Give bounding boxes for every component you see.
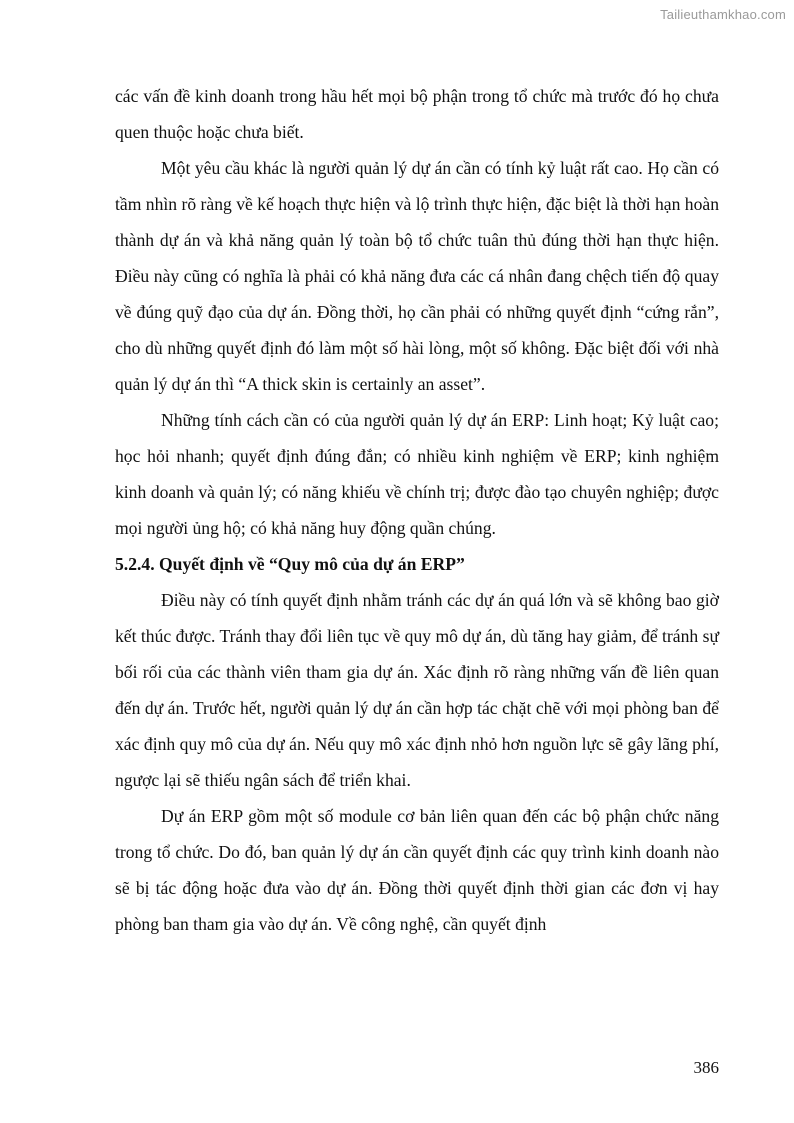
watermark-text: Tailieuthamkhao.com: [660, 7, 786, 22]
page-number: 386: [693, 1058, 719, 1077]
paragraph-discipline: Một yêu cầu khác là người quản lý dự án cần có tính kỷ luật rất cao. Họ cần có tầm nhìn rõ ràng về kế hoạch thực hiện và lộ trình thực hiện, đặc biệt là thời hạn hoàn thành dự án và khả năng quản lý toàn bộ tổ chức tuân thủ đúng thời hạn thực hiện. Điều này cũng có nghĩa là phải có khả năng đưa các cá nhân đang chệch tiến độ quay về đúng quỹ đạo của dự án. Đồng thời, họ cần phải có những quyết định “cứng rắn”, cho dù những quyết định đó làm một số hài lòng, một số không. Đặc biệt đối với nhà quản lý dự án thì “A thick skin is certainly an asset”.: [115, 158, 719, 394]
section-heading: 5.2.4. Quyết định về “Quy mô của dự án ERP”: [115, 554, 465, 574]
paragraph-continuation: các vấn đề kinh doanh trong hầu hết mọi bộ phận trong tổ chức mà trước đó họ chưa quen thuộc hoặc chưa biết.: [115, 86, 719, 142]
paragraph-modules: Dự án ERP gồm một số module cơ bản liên quan đến các bộ phận chức năng trong tổ chức. Do đó, ban quản lý dự án cần quyết định các quy trình kinh doanh nào sẽ bị tác động hoặc đưa vào dự án. Đồng thời quyết định thời gian các đơn vị hay phòng ban tham gia vào dự án. Về công nghệ, cần quyết định: [115, 806, 719, 934]
document-body: [115, 78, 719, 942]
paragraph-traits: Những tính cách cần có của người quản lý dự án ERP: Linh hoạt; Kỷ luật cao; học hỏi nhanh; quyết định đúng đắn; có nhiều kinh nghiệm về ERP; kinh nghiệm kinh doanh và quản lý; có năng khiếu về chính trị; được đào tạo chuyên nghiệp; được mọi người ủng hộ; có khả năng huy động quần chúng.: [115, 410, 719, 538]
paragraph-scope: Điều này có tính quyết định nhằm tránh các dự án quá lớn và sẽ không bao giờ kết thúc được. Tránh thay đổi liên tục về quy mô dự án, dù tăng hay giảm, để tránh sự bối rối của các thành viên tham gia dự án. Xác định rõ ràng những vấn đề liên quan đến dự án. Trước hết, người quản lý dự án cần hợp tác chặt chẽ với mọi phòng ban để xác định quy mô của dự án. Nếu quy mô xác định nhỏ hơn nguồn lực sẽ gây lãng phí, ngược lại sẽ thiếu ngân sách để triển khai.: [115, 590, 719, 790]
